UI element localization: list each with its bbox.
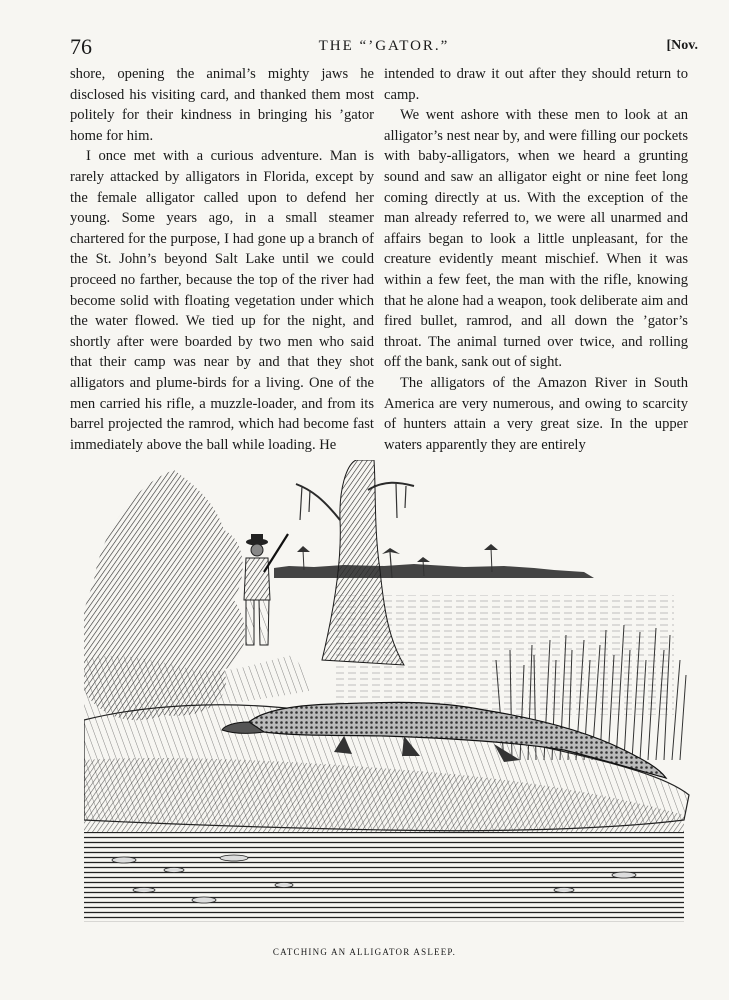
page-number: 76 (70, 34, 92, 59)
page-header (70, 34, 698, 62)
alligator-engraving (84, 460, 698, 930)
paragraph: The alligators of the Amazon River in South America are very numerous, and owing to scarcity of hunters attain a very great size. In the upper waters apparently they are entirely (384, 374, 688, 453)
paragraph: shore, opening the animal’s mighty jaws he disclosed his visiting card, and thanked them most politely for their kindness in bringing his ’gator home for him. (70, 66, 374, 144)
paragraph: intended to draw it out after they should return to camp. (384, 66, 688, 103)
hunter-figure (244, 534, 288, 645)
paragraph: We went ashore with these men to look at an alligator’s nest near by, and were filling our pockets with baby-alligators, when we heard a grunting sound and saw an alligator eight or nine feet long coming directly at us. With the exception of the man already referred to, we were all unarmed and affairs began to look a little unpleasant, for the creature evidently meant mischief. When it was within a few feet, the man with the rifle, knowing that he alone had a weapon, took deliberate aim and fired bullet, ramrod, and all down the ’gator’s throat. The animal turned over twice, and rolling off the bank, sank out of sight. (384, 107, 688, 371)
left-column (70, 64, 374, 455)
figure-caption: CATCHING AN ALLIGATOR ASLEEP. (272, 947, 457, 957)
distant-treeline (274, 564, 594, 578)
issue-month: [Nov. (666, 38, 698, 53)
foreground-water (84, 832, 684, 922)
paragraph: I once met with a curious adventure. Man is rarely attacked by alligators in Florida, except by the female alligator called upon to defend her young. Some years ago, in a small steamer chartered for the purpose, I had gone up a branch of the St. John’s beyond Salt Lake until we could proceed no farther, because the top of the river had become solid with floating vegetation under which the water flowed. We tied up for the night, and shortly after were boarded by two men who said that their camp was near by and that they shot alligators and plume-birds for a living. One of the men carried his rifle, a muzzle-loader, and from its barrel projected the ramrod, which had become fast immediately above the ball while loading. He (70, 148, 374, 453)
running-title: THE “’GATOR.” (318, 38, 450, 54)
right-column (384, 64, 688, 455)
